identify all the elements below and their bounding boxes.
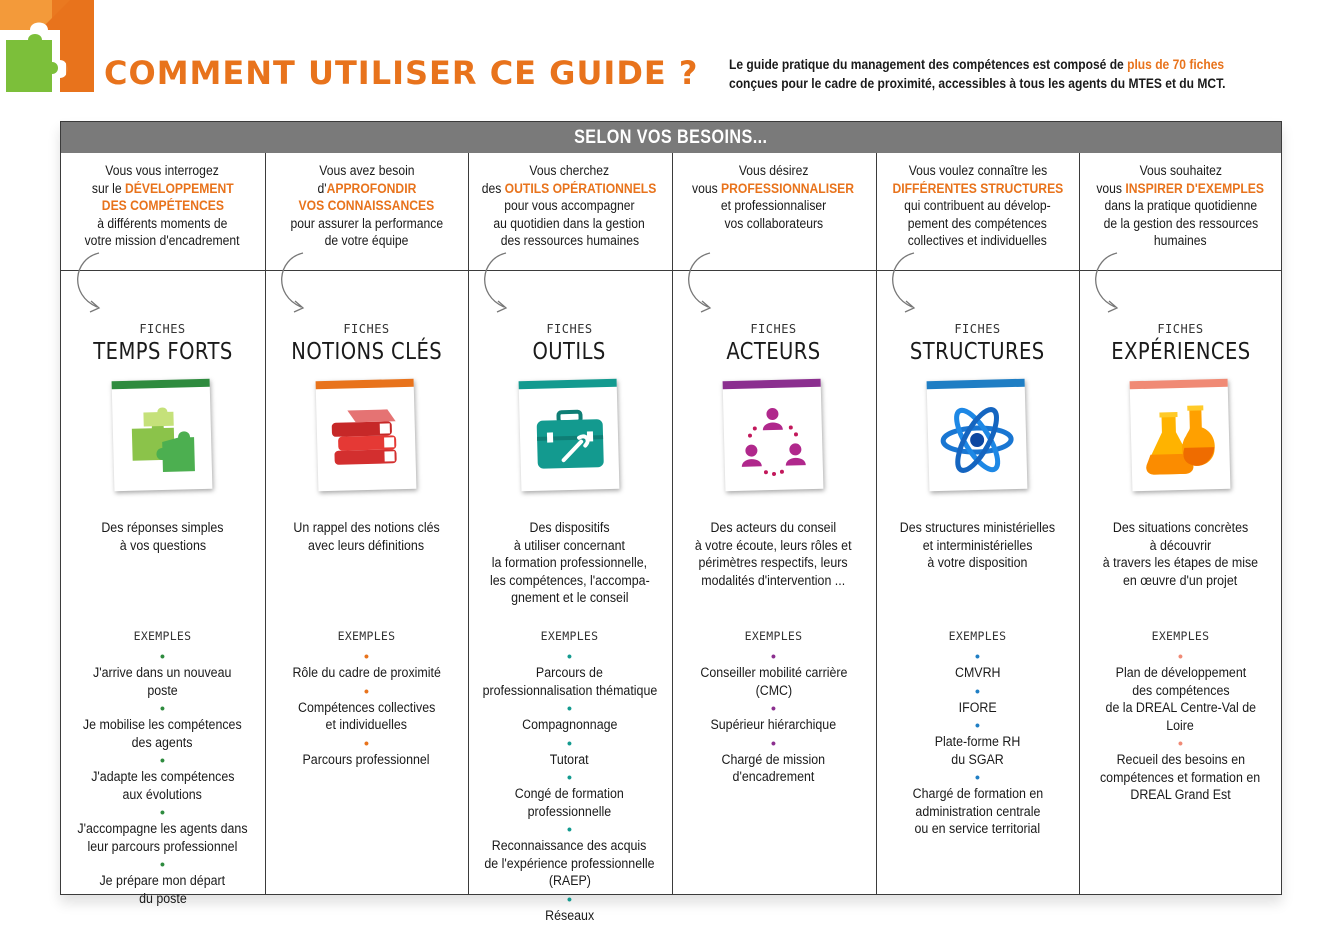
bullet-dot-icon: • [975,648,980,664]
curved-arrow-icon [273,249,313,329]
bullet-dot-icon: • [364,734,369,751]
fiche-column-2 [265,153,468,894]
fiche-category-title: NOTIONS CLÉS [291,339,442,365]
example-item: Compétences collectives et individuelles [297,699,436,732]
need-highlight: APPROFONDIR [326,180,416,196]
examples-list [672,649,875,788]
curved-arrow-icon [680,249,720,329]
bullet-dot-icon: • [364,682,369,699]
bullet-dot-icon: • [567,890,572,907]
puzzle-icon [121,397,203,479]
fiche-card [927,379,1028,492]
column-divider [876,153,877,894]
examples-list [265,649,468,770]
need-highlight: DÉVELOPPEMENT [124,180,234,196]
examples-list [468,649,671,926]
column-divider [265,153,266,894]
examples-label: EXEMPLES [133,629,192,643]
examples-list [1079,649,1282,806]
need-text: Vous avez besoin d'APPROFONDIR VOS CONNAISSANCES pour assurer la performance de votre équipe [290,163,443,248]
bullet-dot-icon: • [771,734,776,751]
need-text: Vous voulez connaître les DIFFÉRENTES STRUCTURES qui contribuent au dévelop- pement des compétences collectives et individuelles [892,163,1063,248]
bullet-dot-icon: • [160,752,165,768]
bullet-dot-icon: • [1178,648,1183,664]
need-text: Vous vous interrogez sur le DÉVELOPPEMENT DES COMPÉTENCES à différents moments de votre mission d'encadrement [85,163,240,248]
column-divider [672,153,673,894]
people-network-icon [732,397,814,479]
need-text: Vous souhaitez vous INSPIRER D'EXEMPLES dans la pratique quotidienne de la gestion des ressources humaines [1096,163,1265,248]
bullet-dot-icon: • [160,700,165,716]
books-icon [325,397,407,479]
bullet-dot-icon: • [975,769,980,785]
examples-label: EXEMPLES [744,629,803,643]
fiches-label: FICHES [1157,322,1204,336]
fiche-description: Des acteurs du conseil à votre écoute, leurs rôles et périmètres respectifs, leurs modalités d'intervention ... [695,520,852,588]
bullet-dot-icon: • [567,769,572,785]
bullet-dot-icon: • [771,700,776,716]
example-item: Chargé de mission d'encadrement [721,751,826,784]
fiche-card [723,379,824,492]
example-item: Compagnonnage [521,717,618,732]
puzzle-logo-icon [0,0,94,92]
curved-arrow-icon [476,249,516,329]
bullet-dot-icon: • [975,717,980,733]
examples-label: EXEMPLES [540,629,599,643]
guide-table [60,121,1282,923]
fiche-category-title: STRUCTURES [910,339,1045,365]
bullet-dot-icon: • [160,856,165,872]
examples-label: EXEMPLES [337,629,396,643]
examples-list [876,649,1079,840]
example-item: Je prépare mon départ du poste [99,873,226,906]
example-item: Conseiller mobilité carrière (CMC) [699,665,848,698]
example-item: CMVRH [954,665,1001,680]
fiche-description: Des structures ministérielles et interministérielles à votre disposition [899,520,1056,570]
examples-label: EXEMPLES [1151,629,1210,643]
example-item: Parcours de professionnalisation thématique [482,665,657,698]
intro-highlight: plus de 70 fiches [1127,56,1225,72]
bullet-dot-icon: • [567,821,572,837]
need-text: Vous désirez vous PROFESSIONNALISER et professionnaliser vos collaborateurs [692,163,855,231]
toolbox-icon [528,397,610,479]
example-item: Je mobilise les compétences des agents [83,717,242,750]
fiche-description: Un rappel des notions clés avec leurs définitions [293,520,440,553]
fiche-card [316,379,417,492]
fiche-description: Des dispositifs à utiliser concernant la formation professionnelle, les compétences, l'accompa- gnement et le conseil [489,520,650,605]
example-item: Reconnaissance des acquis de l'expérience professionnelle (RAEP) [484,838,655,888]
fiche-category-title: TEMPS FORTS [92,339,233,365]
fiche-card [519,379,620,492]
example-item: J'adapte les compétences aux évolutions [90,769,235,802]
bullet-dot-icon: • [567,700,572,716]
example-item: Recueil des besoins en compétences et formation en DREAL Grand Est [1100,752,1261,802]
fiche-column-6 [1079,153,1282,894]
need-highlight: OUTILS OPÉRATIONNELS [505,180,657,196]
example-item: J'accompagne les agents dans leur parcours professionnel [77,821,248,854]
atom-icon [936,397,1018,479]
bullet-dot-icon: • [771,648,776,664]
example-item: IFORE [958,699,997,715]
fiches-label: FICHES [954,322,1001,336]
example-item: Congé de formation professionnelle [514,786,625,819]
fiches-label: FICHES [750,322,797,336]
needs-band: SELON VOS BESOINS... [61,122,1281,153]
fiche-column-5 [876,153,1079,894]
example-item: J'arrive dans un nouveau poste [93,665,232,698]
fiches-label: FICHES [546,322,593,336]
bullet-dot-icon: • [364,648,369,664]
bullet-dot-icon: • [160,648,165,664]
fiche-category-title: EXPÉRIENCES [1110,339,1251,365]
need-highlight: DES COMPÉTENCES [101,198,224,213]
examples-label: EXEMPLES [948,629,1007,643]
fiche-card [112,379,213,492]
fiche-card [1130,379,1231,492]
example-item: Supérieur hiérarchique [710,717,837,732]
fiche-column-1 [61,153,264,906]
bullet-dot-icon: • [160,804,165,820]
fiches-label: FICHES [139,322,186,336]
example-item: Parcours professionnel [302,751,431,767]
curved-arrow-icon [884,249,924,329]
example-item: Chargé de formation en administration centrale ou en service territorial [912,786,1043,836]
need-highlight: VOS CONNAISSANCES [298,198,435,213]
fiche-description: Des situations concrètes à découvrir à travers les étapes de mise en œuvre d'un projet [1102,520,1259,588]
fiche-description: Des réponses simples à vos questions [101,520,224,553]
need-highlight: INSPIRER D'EXEMPLES [1125,180,1265,196]
need-highlight: DIFFÉRENTES STRUCTURES [892,180,1063,196]
bullet-dot-icon: • [567,648,572,664]
fiche-category-title: ACTEURS [726,339,821,365]
example-item: Rôle du cadre de proximité [292,665,441,680]
fiche-column-3 [468,153,671,923]
bullet-dot-icon: • [567,734,572,751]
fiches-label: FICHES [343,322,390,336]
example-item: Plate-forme RH du SGAR [934,734,1021,767]
fiche-column-4 [672,153,875,894]
page-title: COMMENT UTILISER CE GUIDE ? [104,54,699,92]
examples-list [61,649,264,909]
need-text: Vous cherchez des OUTILS OPÉRATIONNELS pour vous accompagner au quotidien dans la gestion des ressources humaines [482,163,657,248]
bullet-dot-icon: • [1178,735,1183,751]
column-divider [468,153,469,894]
flask-icon [1139,397,1221,479]
column-divider [1079,153,1080,894]
example-item: Tutorat [550,751,589,767]
example-item: Plan de développement des compétences de la DREAL Centre-Val de Loire [1105,665,1256,733]
curved-arrow-icon [1087,249,1127,329]
example-item: Réseaux [544,907,595,923]
bullet-dot-icon: • [975,682,980,699]
intro-text: Le guide pratique du management des compétences est composé de plus de 70 fiches conçues pour le cadre de proximité, accessibles à tous les agents du MTES et du MCT. [729,56,1226,91]
need-highlight: PROFESSIONNALISER [721,180,855,196]
fiche-category-title: OUTILS [532,339,607,365]
curved-arrow-icon [69,249,109,329]
